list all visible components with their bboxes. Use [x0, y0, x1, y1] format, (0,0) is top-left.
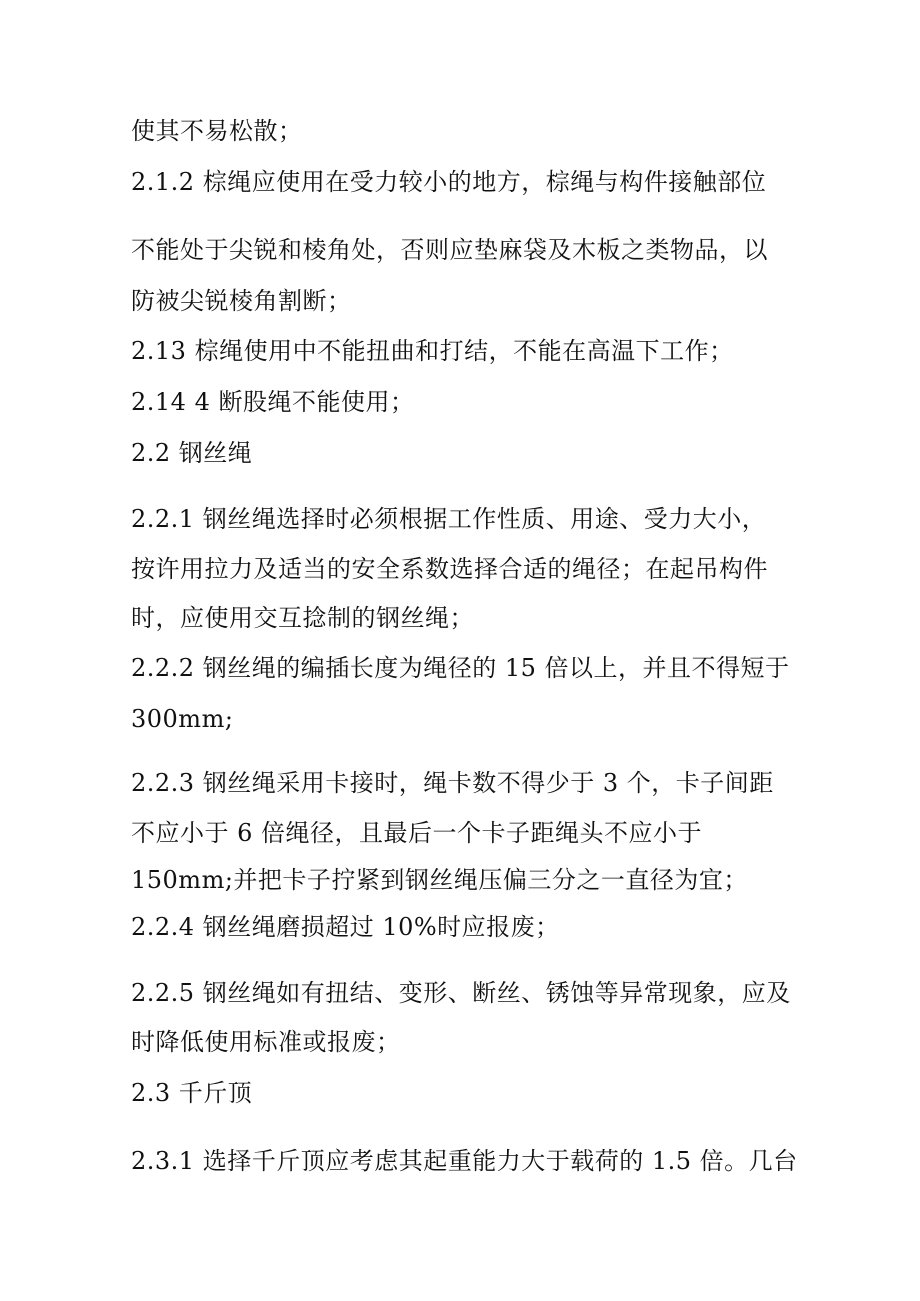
text-line: 2.2.1 钢丝绳选择时必须根据工作性质、用途、受力大小， — [131, 505, 767, 533]
text-line: 2.1.2 棕绳应使用在受力较小的地方，棕绳与构件接触部位 — [131, 168, 767, 196]
text-line: 2.3.1 选择千斤顶应考虑其起重能力大于载荷的 1.5 倍。几台 — [131, 1147, 798, 1175]
text-line: 时降低使用标准或报废； — [131, 1028, 401, 1056]
text-line: 按许用拉力及适当的安全系数选择合适的绳径；在起吊构件 — [131, 555, 768, 583]
text-line: 不能处于尖锐和棱角处，否则应垫麻袋及木板之类物品，以 — [131, 236, 768, 264]
text-line: 2.2.2 钢丝绳的编插长度为绳径的 15 倍以上，并且不得短于 — [131, 654, 790, 682]
text-line: 防被尖锐棱角割断； — [131, 287, 352, 315]
section-heading: 2.2 钢丝绳 — [131, 439, 253, 467]
text-line: 时，应使用交互捻制的钢丝绳； — [131, 604, 474, 632]
text-line: 使其不易松散； — [131, 117, 303, 145]
text-line: 150mm;并把卡子拧紧到钢丝绳压偏三分之一直径为宜； — [131, 866, 748, 894]
text-line: 2.2.5 钢丝绳如有扭结、变形、断丝、锈蚀等异常现象，应及 — [131, 979, 791, 1007]
text-line: 2.2.3 钢丝绳采用卡接时，绳卡数不得少于 3 个，卡子间距 — [131, 769, 774, 797]
text-line: 300mm; — [131, 705, 234, 733]
text-line: 不应小于 6 倍绳径，且最后一个卡子距绳头不应小于 — [131, 819, 703, 847]
text-line: 2.2.4 钢丝绳磨损超过 10%时应报废； — [131, 913, 560, 941]
text-line: 2.13 棕绳使用中不能扭曲和打结，不能在高温下工作； — [131, 337, 734, 365]
text-line: 2.14 4 断股绳不能使用； — [131, 388, 415, 416]
section-heading: 2.3 千斤顶 — [131, 1079, 253, 1107]
